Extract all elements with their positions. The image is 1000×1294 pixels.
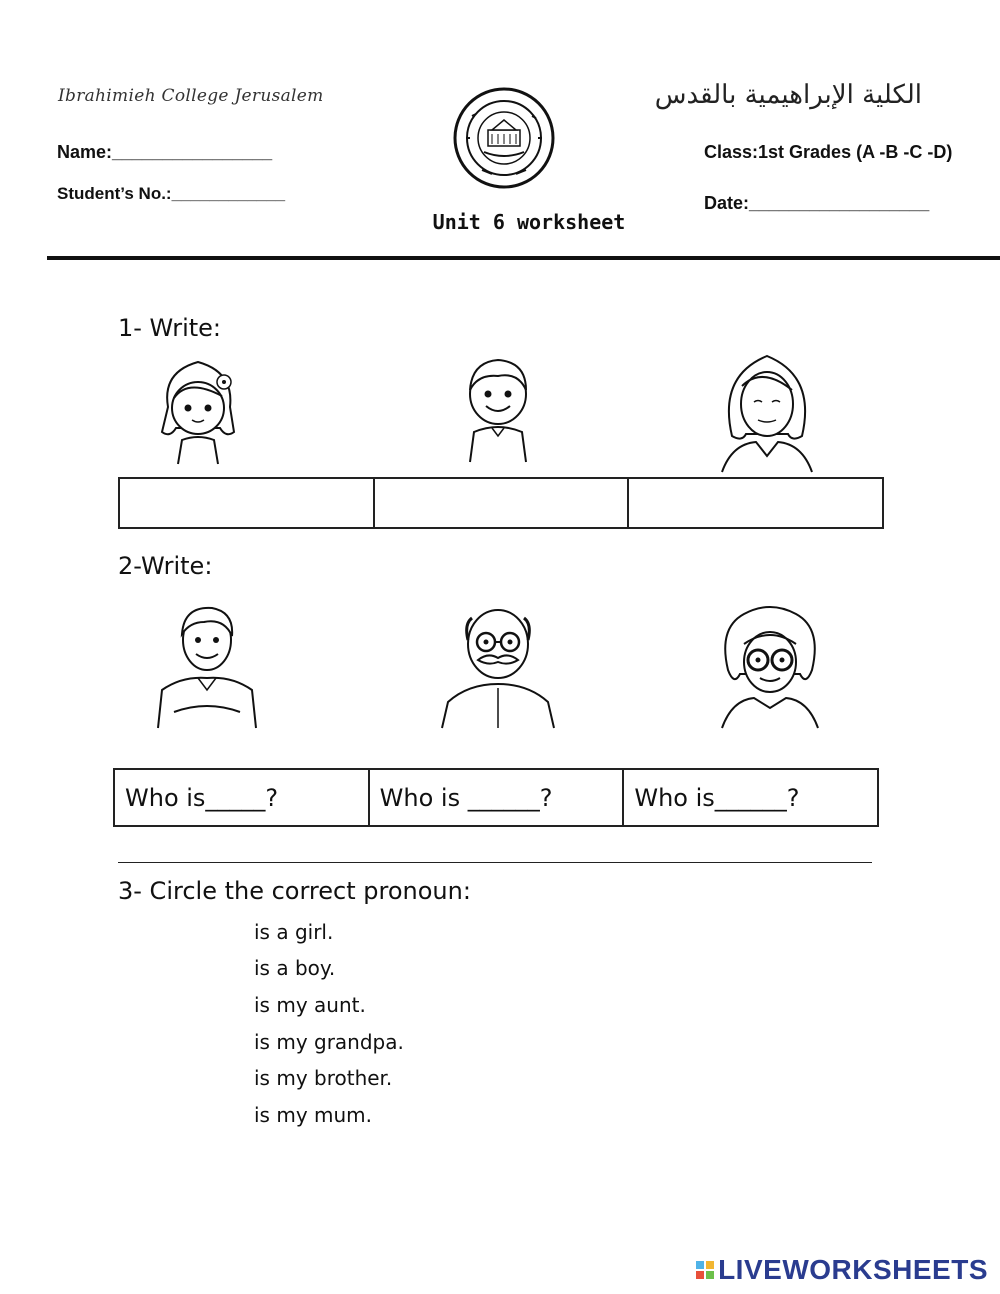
school-logo [452, 86, 556, 190]
girl-icon [148, 352, 248, 467]
answer-box[interactable] [629, 479, 882, 527]
school-name-arabic: الكلية الإبراهيمية بالقدس [654, 80, 922, 110]
liveworksheets-logo [696, 1254, 988, 1286]
grandma-icon [714, 600, 826, 730]
pronoun-sentence: is my aunt. [254, 993, 366, 1017]
who-is-prompt[interactable]: Who is______? [634, 784, 800, 812]
man-icon [152, 602, 262, 730]
section-1-title: 1- Write: [118, 314, 222, 342]
grandpa-icon [438, 600, 558, 730]
pronoun-sentence: is my grandpa. [254, 1030, 404, 1054]
school-name-english: Ibrahimieh College Jerusalem [58, 86, 324, 106]
brand-mark-icon [696, 1261, 714, 1279]
woman-icon [712, 346, 822, 474]
boy-icon [448, 350, 548, 465]
brand-name: LIVEWORKSHEETS [718, 1254, 988, 1285]
section-3-title: 3- Circle the correct pronoun: [118, 877, 471, 905]
pronoun-sentence: is a boy. [254, 956, 336, 980]
header-divider [47, 256, 1000, 260]
student-number-label: Student’s No.:____________ [57, 184, 286, 203]
answer-box[interactable] [120, 479, 375, 527]
worksheet-title: Unit 6 worksheet [432, 210, 626, 234]
pronoun-sentence: is my mum. [254, 1103, 373, 1127]
who-is-prompt[interactable]: Who is ______? [370, 770, 625, 825]
section-2-question-row [113, 768, 879, 827]
section-2-title: 2-Write: [118, 552, 213, 580]
pronoun-sentence: is my brother. [254, 1066, 393, 1090]
answer-box[interactable] [375, 479, 630, 527]
class-label: Class:1st Grades (A -B -C -D) [704, 142, 953, 162]
section-1-answer-row [118, 477, 884, 529]
section-separator [118, 862, 872, 863]
date-field-label: Date:__________________ [704, 193, 930, 213]
who-is-prompt[interactable]: Who is_____? [115, 770, 370, 825]
pronoun-sentence: is a girl. [254, 920, 334, 944]
name-field-label: Name:________________ [57, 142, 273, 162]
